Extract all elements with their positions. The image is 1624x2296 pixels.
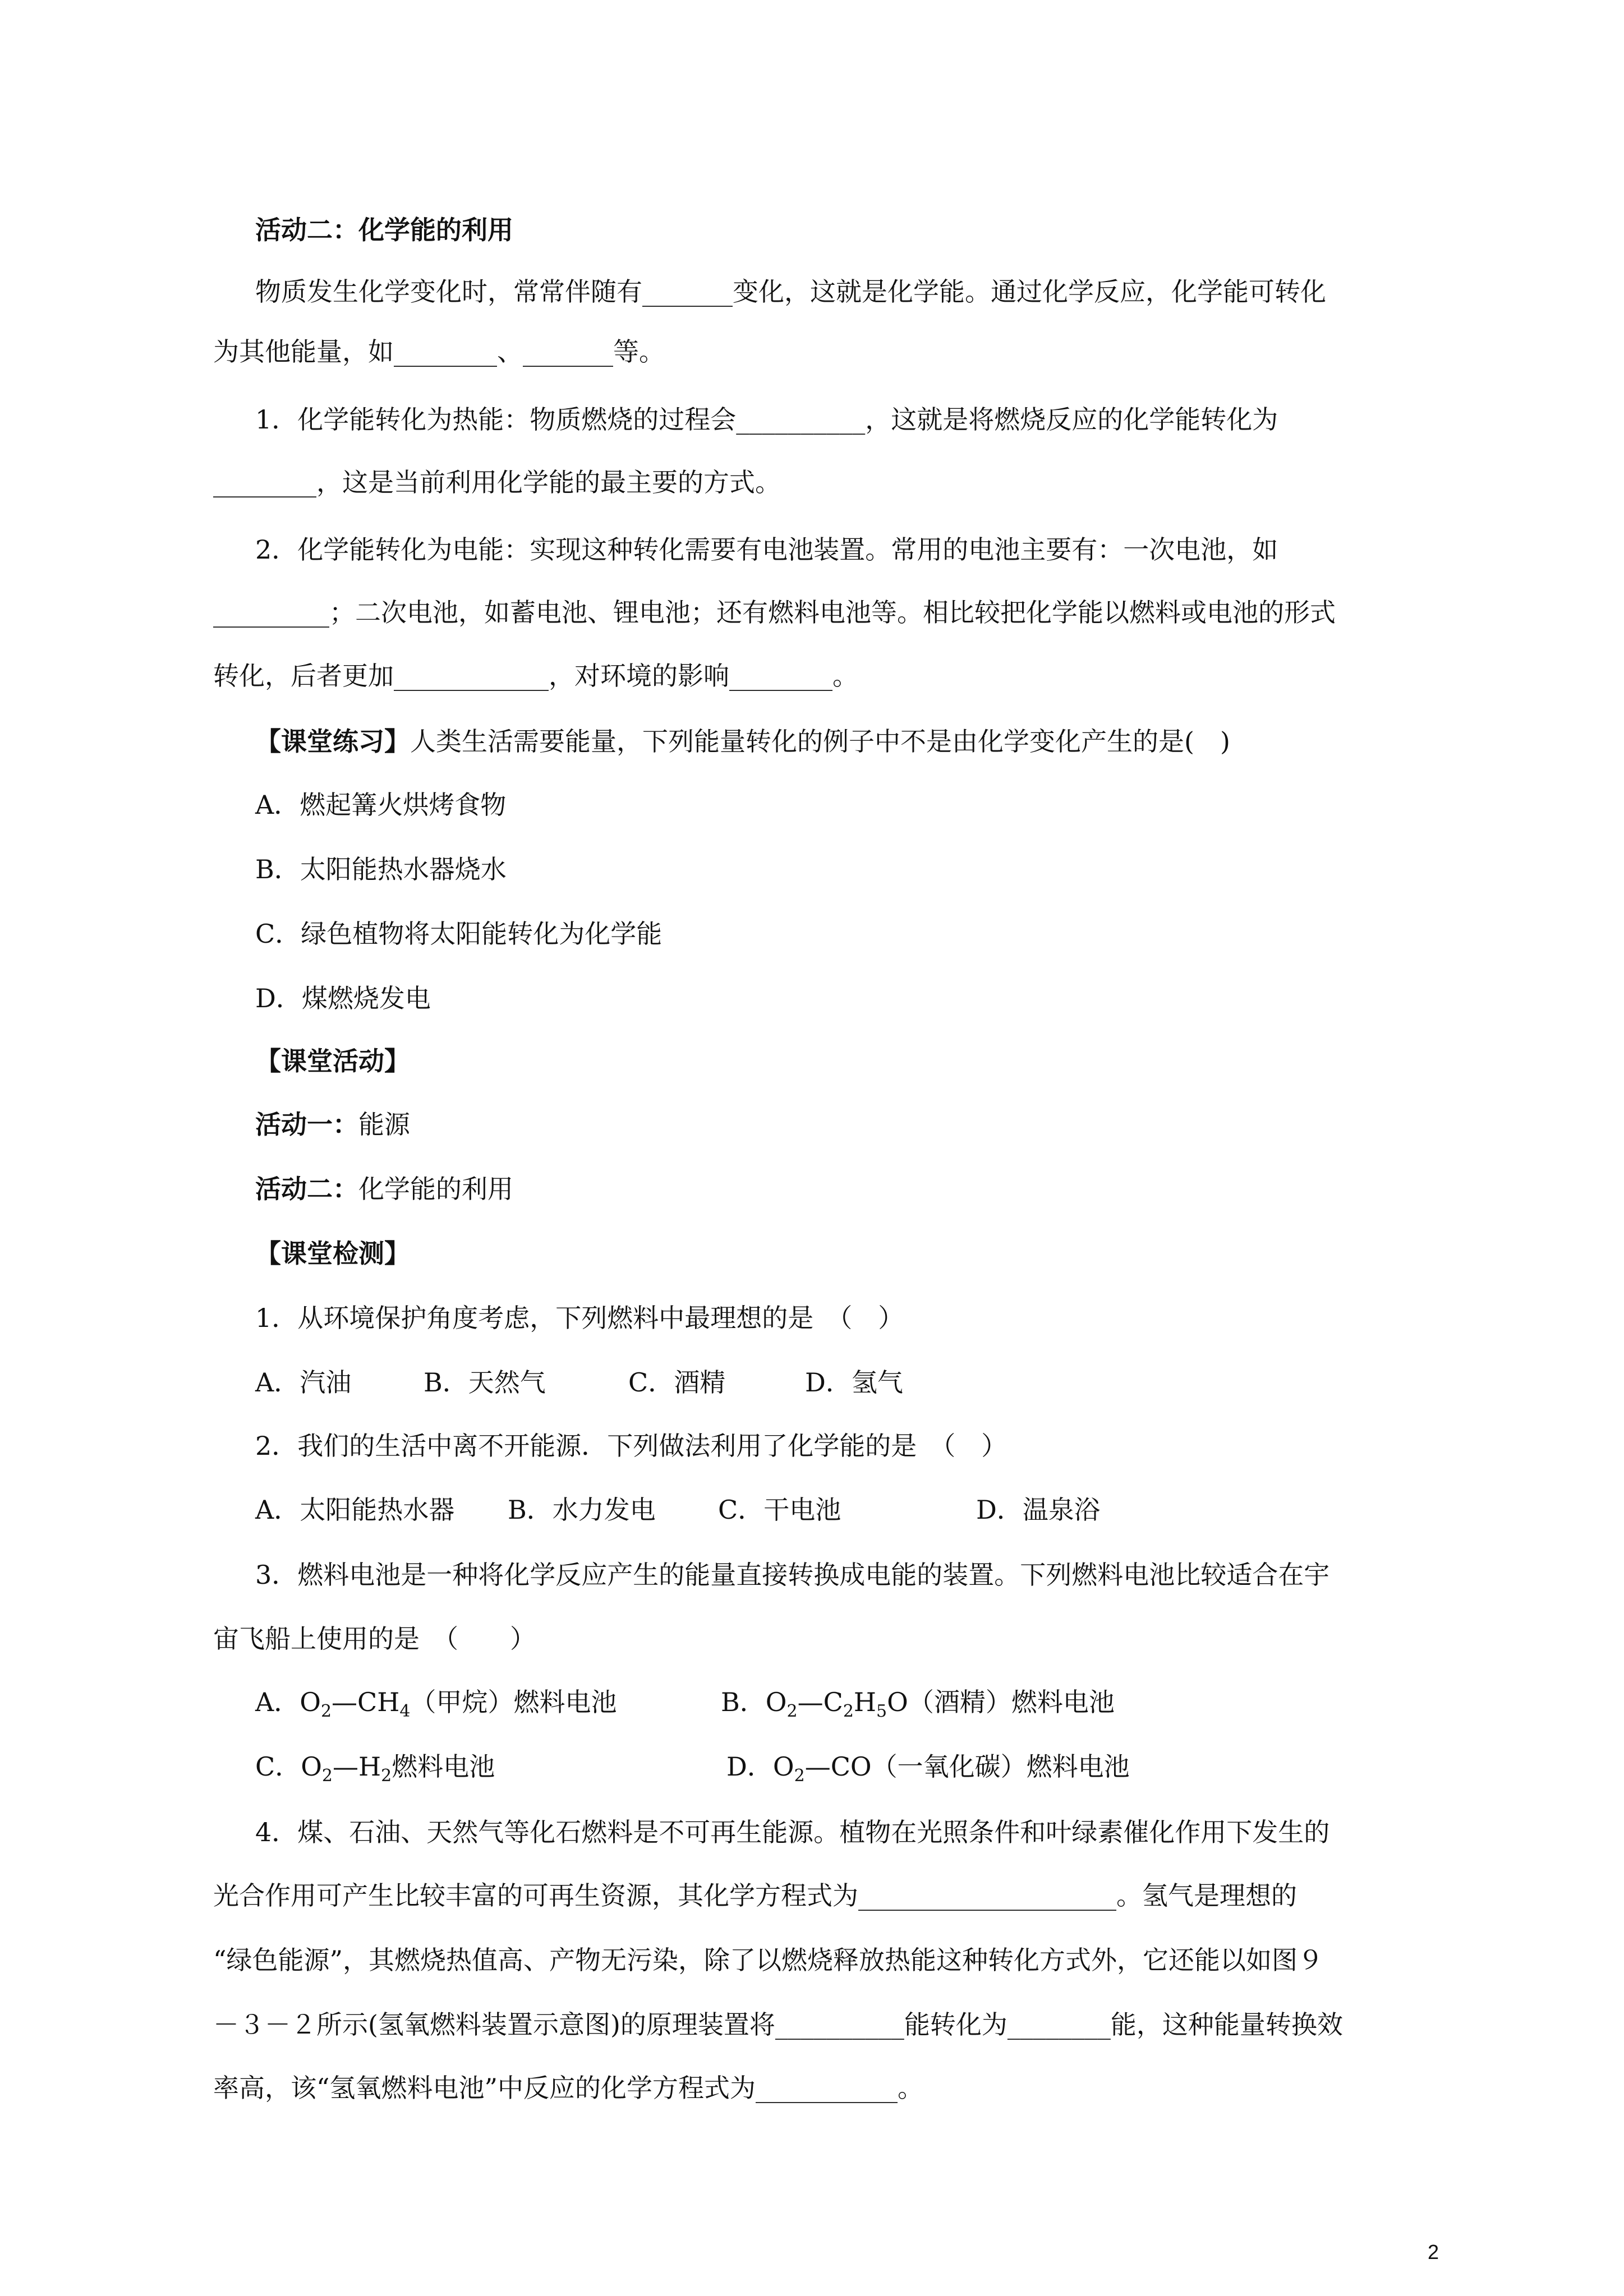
check-q4-line-5: 率高，该“氢氧燃料电池”中反应的化学方程式为___________。 <box>213 2073 924 2103</box>
activity2-label: 活动二： <box>255 1174 358 1204</box>
q3-option-c: C．$O_2—H_2$燃料电池 <box>255 1751 495 1786</box>
activity2-text: 化学能的利用 <box>358 1174 513 1204</box>
activity1-label: 活动一： <box>255 1109 358 1140</box>
activity2-line <box>255 1172 513 1206</box>
item2-line-1: 2．化学能转化为电能：实现这种转化需要有电池装置。常用的电池主要有：一次电池，如 <box>255 534 1278 565</box>
check-q2: 2．我们的生活中离不开能源．下列做法利用了化学能的是 （ ） <box>255 1431 1007 1461</box>
q3-options-row-1 <box>255 1685 1115 1728</box>
check-q1: 1．从环境保护角度考虑，下列燃料中最理想的是 （ ） <box>255 1303 904 1333</box>
activity1-line <box>255 1108 410 1141</box>
check-q4-line-1: 4．煤、石油、天然气等化石燃料是不可再生能源。植物在光照条件和叶绿素催化作用下发生的 <box>255 1817 1330 1847</box>
q1-option-c: C．酒精 <box>628 1367 726 1398</box>
check-q4-line-2: 光合作用可产生比较丰富的可再生资源，其化学方程式为____________________。氢气是理想的 <box>213 1880 1297 1911</box>
intro-line-1: 物质发生化学变化时，常常伴随有_______变化，这就是化学能。通过化学反应，化学能可转化 <box>255 276 1326 307</box>
practice-label: 【课堂练习】 <box>255 726 410 757</box>
activity1-text: 能源 <box>358 1109 410 1140</box>
check-q4-line-4: －３－２所示(氢氧燃料装置示意图)的原理装置将__________能转化为________能，这种能量转换效 <box>213 2009 1343 2040</box>
q2-option-b: B．水力发电 <box>508 1495 656 1525</box>
practice-option-c: C．绿色植物将太阳能转化为化学能 <box>255 919 663 949</box>
practice-option-d: D．煤燃烧发电 <box>255 983 431 1013</box>
q3-option-a: A．$O_2—CH_4$（甲烷）燃料电池 <box>255 1687 617 1721</box>
item2-line-3: 转化，后者更加____________，对环境的影响________。 <box>213 661 858 691</box>
item2-line-2: _________；二次电池，如蓄电池、锂电池；还有燃料电池等。相比较把化学能以燃料或电池的形式 <box>213 597 1336 628</box>
q1-option-b: B．天然气 <box>424 1367 546 1398</box>
q2-option-a: A．太阳能热水器 <box>255 1495 455 1525</box>
activity2-heading: 活动二：化学能的利用 <box>255 215 513 245</box>
check-q3-line-2: 宙飞船上使用的是 （ ） <box>213 1624 536 1654</box>
item1-line-1: 1．化学能转化为热能：物质燃烧的过程会__________，这就是将燃烧反应的化学能转化为 <box>255 404 1278 435</box>
check-q2-options <box>255 1493 1100 1527</box>
q1-option-a: A．汽油 <box>255 1367 352 1398</box>
q2-option-c: C．干电池 <box>718 1495 841 1525</box>
practice-question <box>255 725 1230 758</box>
check-label: 【课堂检测】 <box>255 1238 410 1269</box>
q1-option-d: D．氢气 <box>805 1367 903 1398</box>
class-activity-label: 【课堂活动】 <box>255 1046 410 1076</box>
check-q3-line-1: 3．燃料电池是一种将化学反应产生的能量直接转换成电能的装置。下列燃料电池比较适合在宇 <box>255 1560 1330 1590</box>
q3-option-d: D．$O_2—CO$（一氧化碳）燃料电池 <box>726 1751 1130 1786</box>
q2-option-d: D．温泉浴 <box>976 1495 1100 1525</box>
page-number: 2 <box>1428 2240 1439 2263</box>
practice-option-b: B．太阳能热水器烧水 <box>255 854 507 884</box>
check-q4-line-3: “绿色能源”，其燃烧热值高、产物无污染，除了以燃烧释放热能这种转化方式外，它还能以如图９ <box>213 1945 1324 1975</box>
q3-option-b: B．$O_2—C_2H_5O$（酒精）燃料电池 <box>721 1687 1115 1721</box>
intro-line-2: 为其他能量，如________、_______等。 <box>213 336 665 367</box>
practice-option-a: A．燃起篝火烘烤食物 <box>255 790 507 820</box>
check-q1-options <box>255 1366 903 1399</box>
q3-options-row-2 <box>255 1750 1130 1793</box>
practice-question-text: 人类生活需要能量，下列能量转化的例子中不是由化学变化产生的是( ) <box>410 726 1230 757</box>
item1-line-2: ________，这是当前利用化学能的最主要的方式。 <box>213 467 781 497</box>
